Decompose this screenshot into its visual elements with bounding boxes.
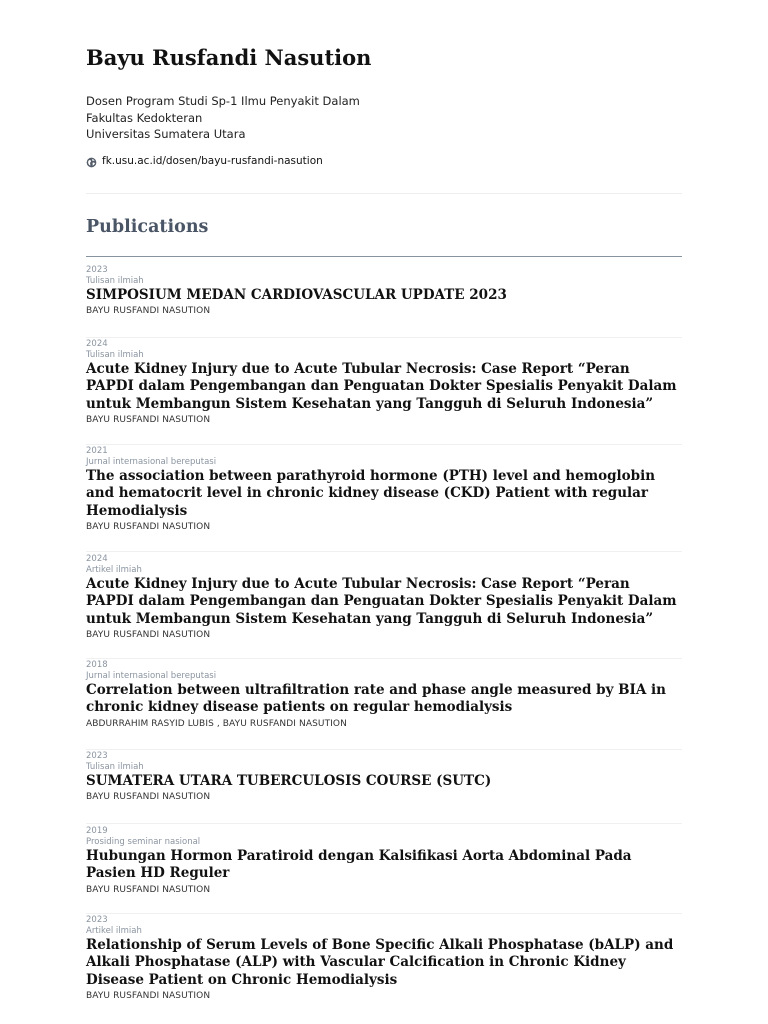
publication-year: 2021 [86,446,108,456]
publication-year: 2019 [86,826,108,836]
publication-authors: ABDURRAHIM RASYID LUBIS , BAYU RUSFANDI NASUTION [86,718,347,729]
publication-title[interactable]: Acute Kidney Injury due to Acute Tubular Necrosis: Case Report “Peran PAPDI dalam Pengembangan dan Penguatan Dokter Spesialis Penyakit Dalam untuk Membangun Sistem Kesehatan yang Tangguh di Seluruh Indonesia” [86,361,677,412]
affiliation-line-program: Dosen Program Studi Sp-1 Ilmu Penyakit Dalam [86,94,360,108]
publication-item [86,265,682,317]
publication-item [86,915,682,1002]
publication-type: Jurnal internasional bereputasi [86,670,217,681]
publication-item [86,446,682,533]
publication-type: Prosiding seminar nasional [86,836,201,847]
publications-divider [86,256,682,257]
globe-icon [86,157,97,168]
publication-separator [86,551,682,552]
publication-title[interactable]: SIMPOSIUM MEDAN CARDIOVASCULAR UPDATE 2023 [86,287,507,303]
publication-year: 2023 [86,751,108,761]
publication-separator [86,444,682,445]
publication-type: Jurnal internasional bereputasi [86,456,217,467]
publication-item [86,751,682,803]
publication-authors: BAYU RUSFANDI NASUTION [86,521,211,532]
publication-type: Tulisan ilmiah [86,275,144,286]
header-divider [86,193,682,194]
publication-authors: BAYU RUSFANDI NASUTION [86,990,211,1001]
publication-type: Tulisan ilmiah [86,349,144,360]
publication-type: Artikel ilmiah [86,564,142,575]
publication-year: 2018 [86,660,108,670]
publication-title[interactable]: The association between parathyroid hormone (PTH) level and hemoglobin and hematocrit level in chronic kidney disease (CKD) Patient with regular Hemodialysis [86,468,656,519]
publication-year: 2023 [86,265,108,275]
website-url[interactable]: fk.usu.ac.id/dosen/bayu-rusfandi-nasution [102,154,323,167]
affiliation-line-university: Universitas Sumatera Utara [86,127,246,141]
publication-separator [86,749,682,750]
publication-type: Tulisan ilmiah [86,761,144,772]
affiliation-line-faculty: Fakultas Kedokteran [86,111,203,125]
publication-separator [86,658,682,659]
publication-year: 2024 [86,554,108,564]
publication-authors: BAYU RUSFANDI NASUTION [86,792,211,803]
publication-authors: BAYU RUSFANDI NASUTION [86,306,211,317]
publication-title[interactable]: Acute Kidney Injury due to Acute Tubular Necrosis: Case Report “Peran PAPDI dalam Pengembangan dan Penguatan Dokter Spesialis Penyakit Dalam untuk Membangun Sistem Kesehatan yang Tangguh di Seluruh Indonesia” [86,576,677,627]
publication-year: 2024 [86,339,108,349]
publication-authors: BAYU RUSFANDI NASUTION [86,414,211,425]
publications-heading: Publications [86,217,209,237]
publication-title[interactable]: SUMATERA UTARA TUBERCULOSIS COURSE (SUTC) [86,773,492,789]
publication-title[interactable]: Hubungan Hormon Paratiroid dengan Kalsifikasi Aorta Abdominal Pada Pasien HD Reguler [86,848,632,882]
publication-separator [86,337,682,338]
publication-item [86,554,682,641]
publication-item [86,660,682,730]
publication-title[interactable]: Relationship of Serum Levels of Bone Specific Alkali Phosphatase (bALP) and Alkali Phosphatase (ALP) with Vascular Calcification in Chronic Kidney Disease Patient on Chronic Hemodialysis [86,937,674,988]
publication-type: Artikel ilmiah [86,925,142,936]
publication-title[interactable]: Correlation between ultrafiltration rate and phase angle measured by BIA in chronic kidney disease patients on regular hemodialysis [86,682,666,716]
profile-name: Bayu Rusfandi Nasution [86,45,372,70]
publication-separator [86,913,682,914]
publication-authors: BAYU RUSFANDI NASUTION [86,884,211,895]
publication-authors: BAYU RUSFANDI NASUTION [86,629,211,640]
publication-separator [86,823,682,824]
publication-year: 2023 [86,915,108,925]
website-link[interactable] [86,153,323,168]
publication-item [86,826,682,896]
publication-item [86,339,682,426]
